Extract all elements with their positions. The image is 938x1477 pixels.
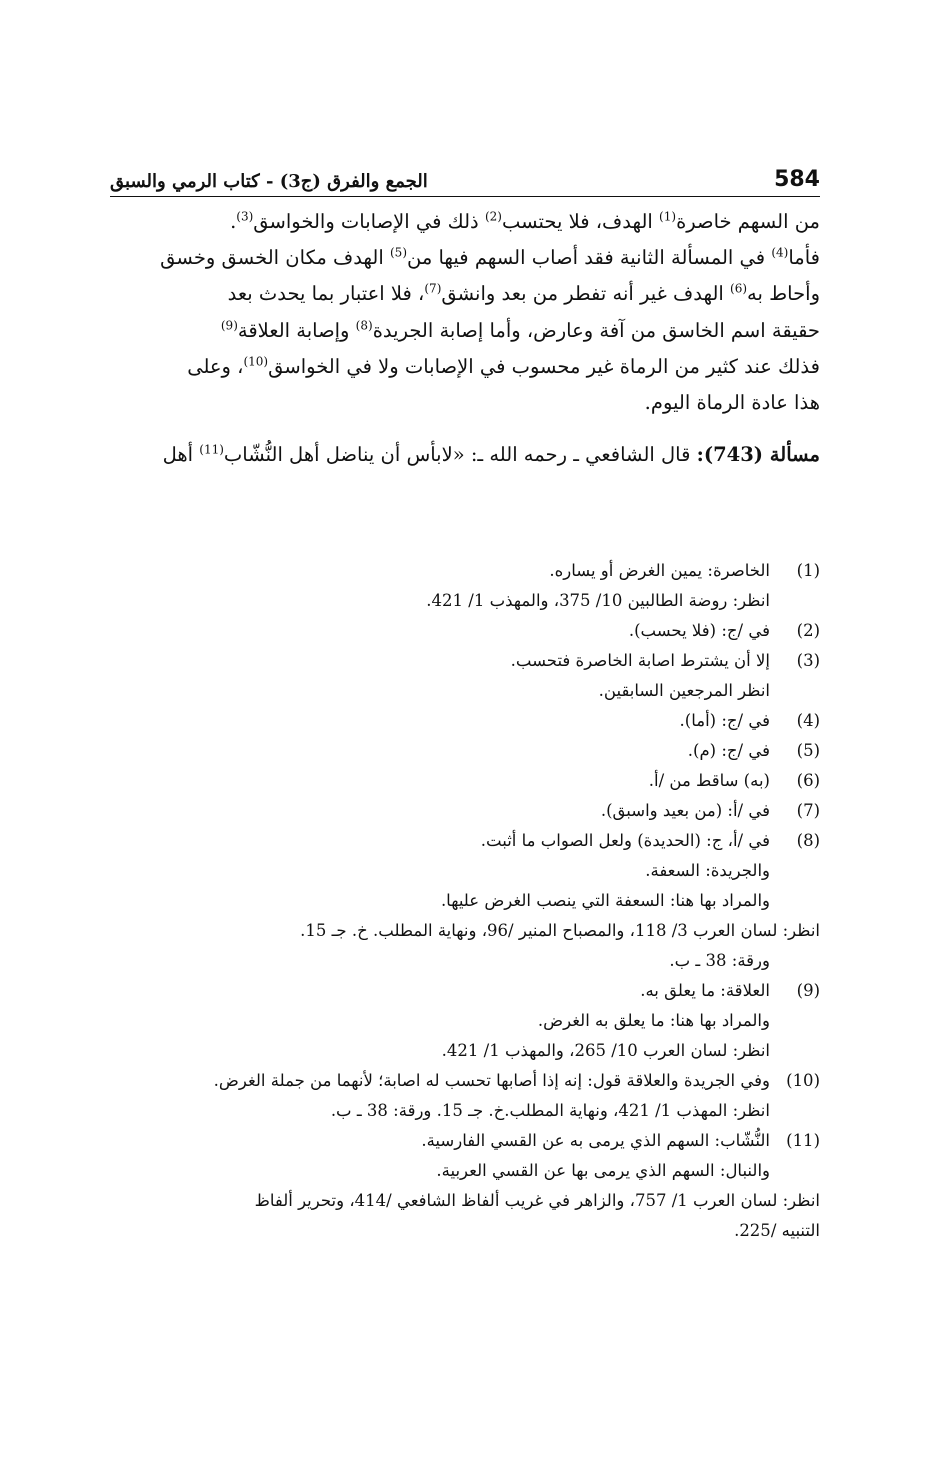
footnote bbox=[110, 556, 820, 616]
footnote-ref: (6) bbox=[730, 281, 748, 296]
text-segment: . bbox=[230, 210, 237, 233]
footnote-line: في /ج: (أما). bbox=[679, 711, 770, 730]
text-segment: فأما bbox=[788, 246, 820, 270]
text-line bbox=[110, 276, 820, 312]
footnote-number: (4) bbox=[796, 711, 820, 730]
footnote bbox=[110, 976, 820, 1066]
footnote-line: انظر: لسان العرب 3/ 118، والمصباح المنير /96، ونهاية المطلب. خ. جـ 15. bbox=[300, 921, 820, 940]
footnote-number: (9) bbox=[796, 981, 820, 1000]
text-segment: وإصابة العلاقة bbox=[237, 318, 356, 342]
text-segment: من السهم خاصرة bbox=[676, 210, 820, 233]
footnote-line: انظر: المهذب 1/ 421، ونهاية المطلب.خ. جـ 15. ورقة: 38 ـ ب. bbox=[330, 1101, 770, 1120]
footnote bbox=[110, 766, 820, 796]
issue-number: مسألة (743): bbox=[696, 443, 820, 467]
footnote-ref: (7) bbox=[424, 281, 442, 296]
footnote-ref: (9) bbox=[220, 318, 238, 333]
footnote-line: انظر: لسان العرب 10/ 265، والمهذب 1/ 421. bbox=[441, 1041, 770, 1060]
text-segment: فذلك عند كثير من الرماة غير محسوب في الإصابات ولا في الخواسق bbox=[268, 354, 820, 378]
footnotes bbox=[110, 556, 820, 1246]
page-header bbox=[110, 158, 820, 192]
issue-text bbox=[163, 443, 697, 466]
footnote-number: (8) bbox=[796, 831, 820, 850]
running-title: الجمع والفرق (ج3) - كتاب الرمي والسبق bbox=[110, 171, 428, 192]
text-segment: أهل bbox=[162, 443, 200, 467]
footnote-line: وفي الجريدة والعلاقة قول: إنه إذا أصابها تحسب له اصابة؛ لأنهما من جملة الغرض. bbox=[213, 1071, 770, 1090]
footnote bbox=[110, 796, 820, 826]
footnote-number: (7) bbox=[796, 801, 820, 820]
text-line bbox=[110, 349, 820, 385]
main-text bbox=[110, 204, 820, 473]
header-rule bbox=[110, 196, 820, 197]
footnote-line: والمراد بها هنا: السعفة التي ينصب الغرض عليها. bbox=[440, 891, 770, 910]
footnote-line: في /أ: (من بعيد واسبق). bbox=[600, 801, 770, 820]
text-segment: حقيقة اسم الخاسق من آفة وعارض، وأما إصابة الجريدة bbox=[372, 318, 820, 342]
footnote-number: (2) bbox=[796, 621, 820, 640]
footnote-ref: (4) bbox=[771, 245, 789, 260]
footnote-number: (3) bbox=[796, 651, 820, 670]
footnote-number: (1) bbox=[796, 561, 820, 580]
footnote-line: والنبال: السهم الذي يرمى بها عن القسي العربية. bbox=[436, 1161, 770, 1180]
footnote-line: العلاقة: ما يعلق به. bbox=[640, 981, 770, 1000]
footnote-line: في /ج: (م). bbox=[687, 741, 770, 760]
footnote-line: ورقة: 38 ـ ب. bbox=[669, 951, 770, 970]
footnote-line: انظر: لسان العرب 1/ 757، والزاهر في غريب ألفاظ الشافعي /414، وتحرير ألفاظ bbox=[254, 1191, 820, 1210]
footnote-ref: (3) bbox=[236, 209, 254, 224]
footnote bbox=[110, 706, 820, 736]
footnote-line: انظر المرجعين السابقين. bbox=[598, 681, 770, 700]
footnote bbox=[110, 1126, 820, 1246]
footnote-line: في /ج: (فلا يحسب). bbox=[628, 621, 770, 640]
footnote-ref: (2) bbox=[484, 209, 502, 224]
footnote-ref: (5) bbox=[389, 245, 407, 260]
text-line bbox=[110, 313, 820, 349]
footnote-number: (6) bbox=[796, 771, 820, 790]
text-segment: هذا عادة الرماة اليوم. bbox=[644, 391, 820, 415]
footnote-number: (10) bbox=[786, 1071, 820, 1090]
footnote bbox=[110, 1066, 820, 1126]
footnote-ref: (11) bbox=[199, 442, 224, 457]
text-segment: ، وعلى bbox=[187, 354, 244, 378]
footnote-line: إلا أن يشترط اصابة الخاصرة فتحسب. bbox=[510, 651, 770, 670]
text-segment: قال الشافعي ـ رحمه الله ـ: «لابأس أن يناضل أهل النُّشّاب bbox=[223, 443, 697, 467]
footnote-ref: (8) bbox=[355, 318, 373, 333]
footnote bbox=[110, 616, 820, 646]
text-segment: الهدف، فلا يحتسب bbox=[501, 210, 660, 233]
footnote-line: النُّشّاب: السهم الذي يرمى به عن القسي الفارسية. bbox=[421, 1131, 770, 1150]
text-segment: الهدف غير أنه تفطر من بعد وانشق bbox=[441, 282, 731, 306]
main-text-lines bbox=[110, 204, 820, 421]
footnote bbox=[110, 646, 820, 706]
text-segment: ، فلا اعتبار بما يحدث بعد bbox=[227, 282, 425, 306]
footnote-ref: (10) bbox=[243, 354, 269, 369]
footnote-line: التنبيه /225. bbox=[734, 1221, 820, 1240]
text-segment: وأحاط به bbox=[747, 282, 820, 306]
footnote-ref: (1) bbox=[659, 209, 677, 224]
text-line bbox=[110, 240, 820, 276]
footnote-line: والجريدة: السعفة. bbox=[645, 861, 770, 880]
text-segment: في المسألة الثانية فقد أصاب السهم فيها من bbox=[407, 246, 772, 270]
footnote-line: انظر: روضة الطالبين 10/ 375، والمهذب 1/ 421. bbox=[426, 591, 770, 610]
footnote bbox=[110, 826, 820, 976]
text-line bbox=[110, 204, 820, 240]
footnote-line: والمراد بها هنا: ما يعلق به الغرض. bbox=[537, 1011, 770, 1030]
page-number: 584 bbox=[774, 167, 820, 192]
text-segment: الهدف مكان الخسق وخسق bbox=[160, 246, 390, 270]
footnote-line: (به) ساقط من /أ. bbox=[648, 771, 770, 790]
footnote-number: (11) bbox=[786, 1131, 820, 1150]
text-line bbox=[110, 385, 820, 421]
footnote bbox=[110, 736, 820, 766]
footnote-line: في /أ، ج: (الحديدة) ولعل الصواب ما أثبت. bbox=[480, 831, 770, 850]
footnote-number: (5) bbox=[796, 741, 820, 760]
issue-paragraph bbox=[110, 437, 820, 473]
text-segment: ذلك في الإصابات والخواسق bbox=[253, 210, 485, 233]
footnote-line: الخاصرة: يمين الغرض أو يساره. bbox=[549, 561, 770, 580]
